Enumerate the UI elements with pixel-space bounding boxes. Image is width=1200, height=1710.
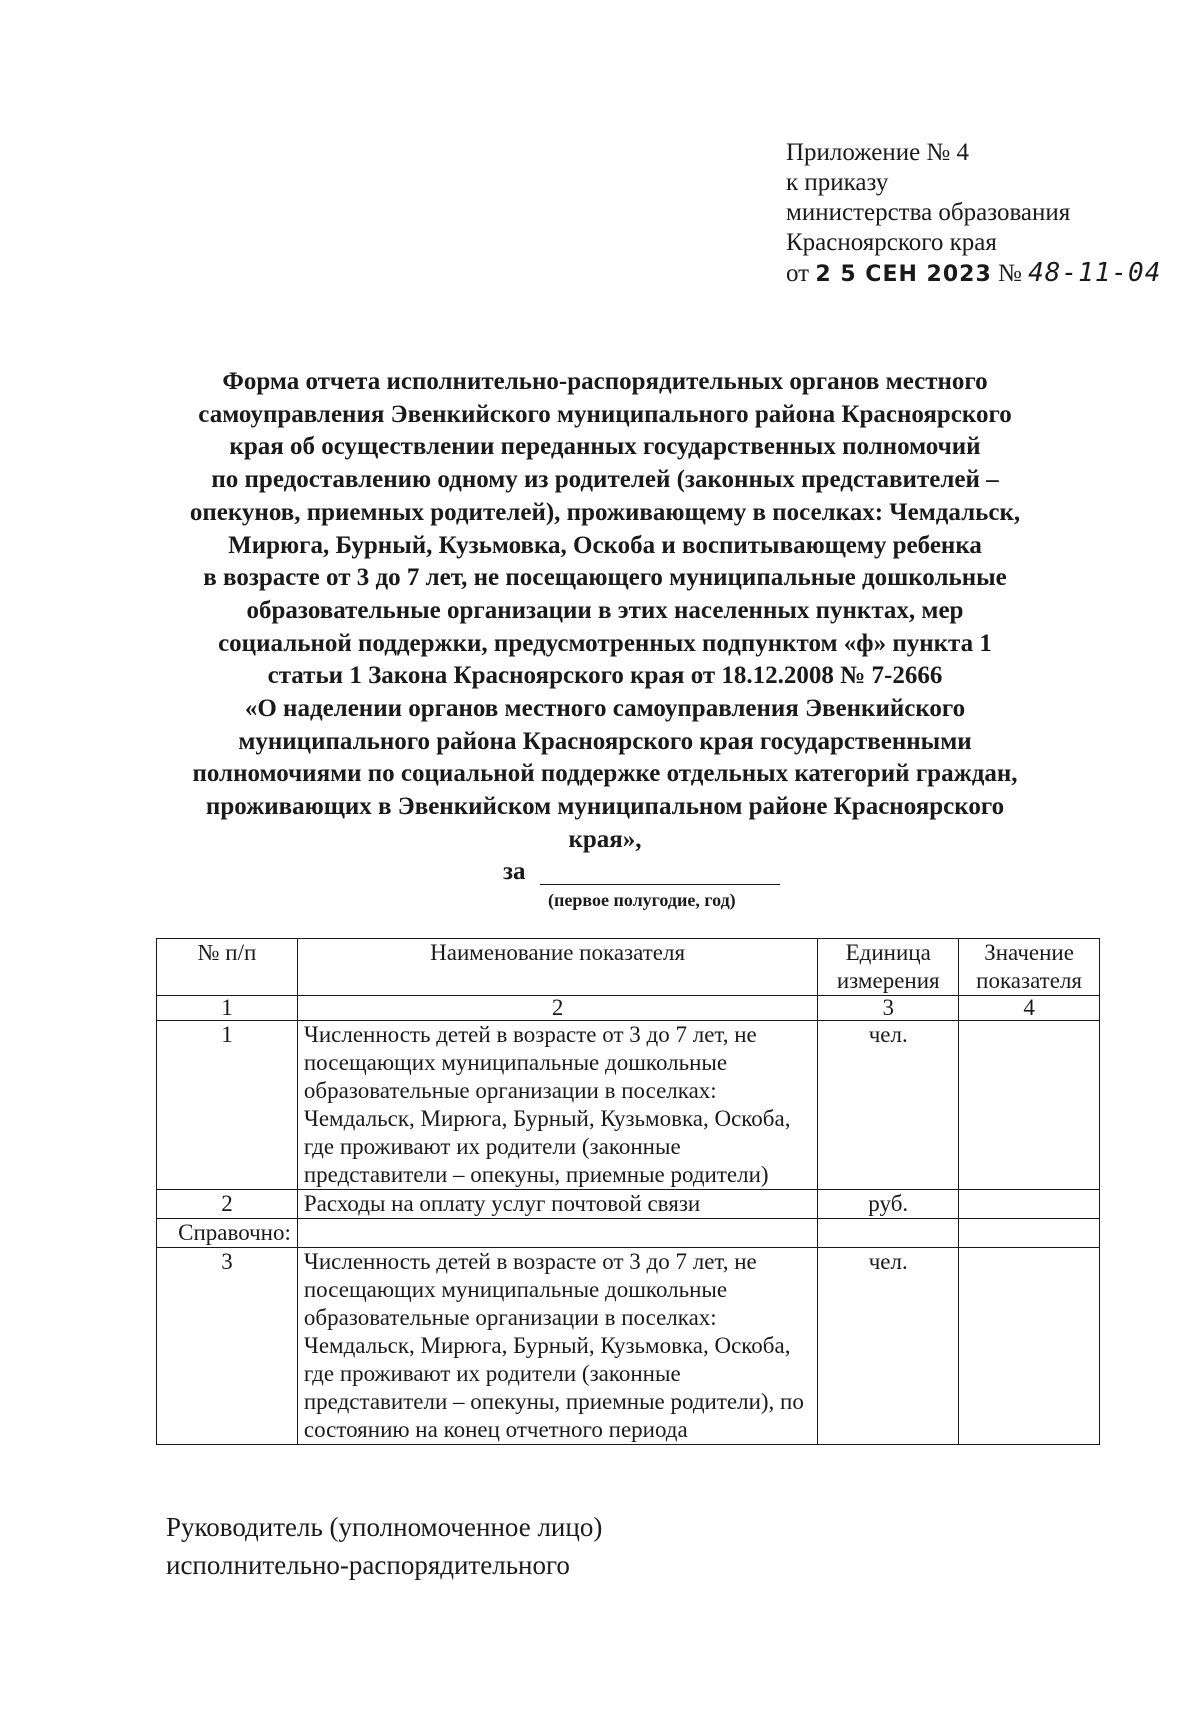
date-stamp: 2 5 СЕН 2023	[815, 262, 992, 287]
title-line: края об осуществлении переданных государственных полномочий	[229, 433, 981, 461]
row-value[interactable]	[959, 1021, 1100, 1190]
period-caption: (первое полугодие, год)	[548, 890, 736, 910]
appendix-order: к приказу	[786, 169, 889, 196]
empty-cell	[818, 1219, 959, 1248]
column-number: 1	[157, 996, 298, 1021]
title-line: статьи 1 Закона Красноярского края от 18.12.2008 № 7-2666	[267, 662, 943, 690]
row-name: Численность детей в возрасте от 3 до 7 лет, не посещающих муниципальные дошкольные образовательные организации в поселках: Чемдальск, Мирюга, Бурный, Кузьмовка, Оскоба, где проживают их родители (законные представители – опекуны, приемные родители), по состоянию на конец отчетного периода	[297, 1248, 817, 1445]
header-name: Наименование показателя	[297, 939, 817, 996]
title-line: образовательные организации в этих населенных пунктах, мер	[246, 596, 964, 624]
period-blank-field[interactable]	[540, 884, 780, 885]
empty-cell	[959, 1219, 1100, 1248]
row-name: Численность детей в возрасте от 3 до 7 лет, не посещающих муниципальные дошкольные образовательные организации в поселках: Чемдальск, Мирюга, Бурный, Кузьмовка, Оскоба, где проживают их родители (законные представители – опекуны, приемные родители)	[297, 1021, 817, 1190]
appendix-ministry: министерства образования	[786, 199, 1071, 226]
title-line: Мирюга, Бурный, Кузьмовка, Оскоба и воспитывающему ребенка	[228, 531, 982, 559]
column-number-row	[157, 996, 1100, 1021]
date-prefix: от	[786, 260, 810, 287]
empty-cell	[297, 1219, 817, 1248]
title-line: по предоставлению одному из родителей (законных представителей –	[211, 466, 999, 494]
title-line: муниципального района Красноярского края государственными	[238, 727, 972, 755]
title-line: опекунов, приемных родителей), проживающему в поселках: Чемдальск,	[189, 498, 1021, 526]
header-num: № п/п	[157, 939, 298, 996]
table-row	[157, 1248, 1100, 1445]
order-number-handwritten: 48-11-04	[1028, 258, 1162, 288]
form-title	[140, 366, 1070, 857]
table-row	[157, 1021, 1100, 1190]
title-line: самоуправления Эвенкийского муниципального района Красноярского	[198, 400, 1012, 428]
appendix-title: Приложение № 4	[786, 139, 970, 166]
signature-block	[166, 1508, 602, 1584]
signature-line: Руководитель (уполномоченное лицо)	[166, 1512, 603, 1542]
title-line: социальной поддержки, предусмотренных подпунктом «ф» пункта 1	[218, 629, 992, 657]
title-line: полномочиями по социальной поддержке отдельных категорий граждан,	[192, 760, 1018, 788]
appendix-region: Красноярского края	[786, 229, 997, 256]
column-number: 4	[959, 996, 1100, 1021]
title-line: «О наделении органов местного самоуправления Эвенкийского	[244, 695, 966, 723]
row-num: 1	[157, 1021, 298, 1190]
signature-line: исполнительно-распорядительного	[166, 1550, 570, 1580]
title-line: края»,	[568, 825, 642, 853]
column-number: 3	[818, 996, 959, 1021]
header-value: Значение показателя	[959, 939, 1100, 996]
reference-label: Справочно:	[157, 1219, 298, 1248]
table-header-row	[157, 939, 1100, 996]
appendix-date-line	[786, 258, 1166, 290]
appendix-block	[786, 138, 1166, 290]
row-unit: чел.	[818, 1021, 959, 1190]
table-row	[157, 1190, 1100, 1219]
report-table	[156, 938, 1100, 1445]
row-value[interactable]	[959, 1248, 1100, 1445]
row-num: 2	[157, 1190, 298, 1219]
reference-label-row	[157, 1219, 1100, 1248]
title-line: в возрасте от 3 до 7 лет, не посещающего муниципальные дошкольные	[203, 564, 1007, 592]
row-value[interactable]	[959, 1190, 1100, 1219]
column-number: 2	[297, 996, 817, 1021]
header-unit: Единица измерения	[818, 939, 959, 996]
period-prefix: за	[503, 858, 526, 885]
row-num: 3	[157, 1248, 298, 1445]
row-unit: чел.	[818, 1248, 959, 1445]
number-sign: №	[998, 260, 1022, 287]
title-line: Форма отчета исполнительно-распорядительных органов местного	[222, 368, 988, 395]
title-line: проживающих в Эвенкийском муниципальном районе Красноярского	[205, 793, 1005, 821]
row-name: Расходы на оплату услуг почтовой связи	[297, 1190, 817, 1219]
row-unit: руб.	[818, 1190, 959, 1219]
